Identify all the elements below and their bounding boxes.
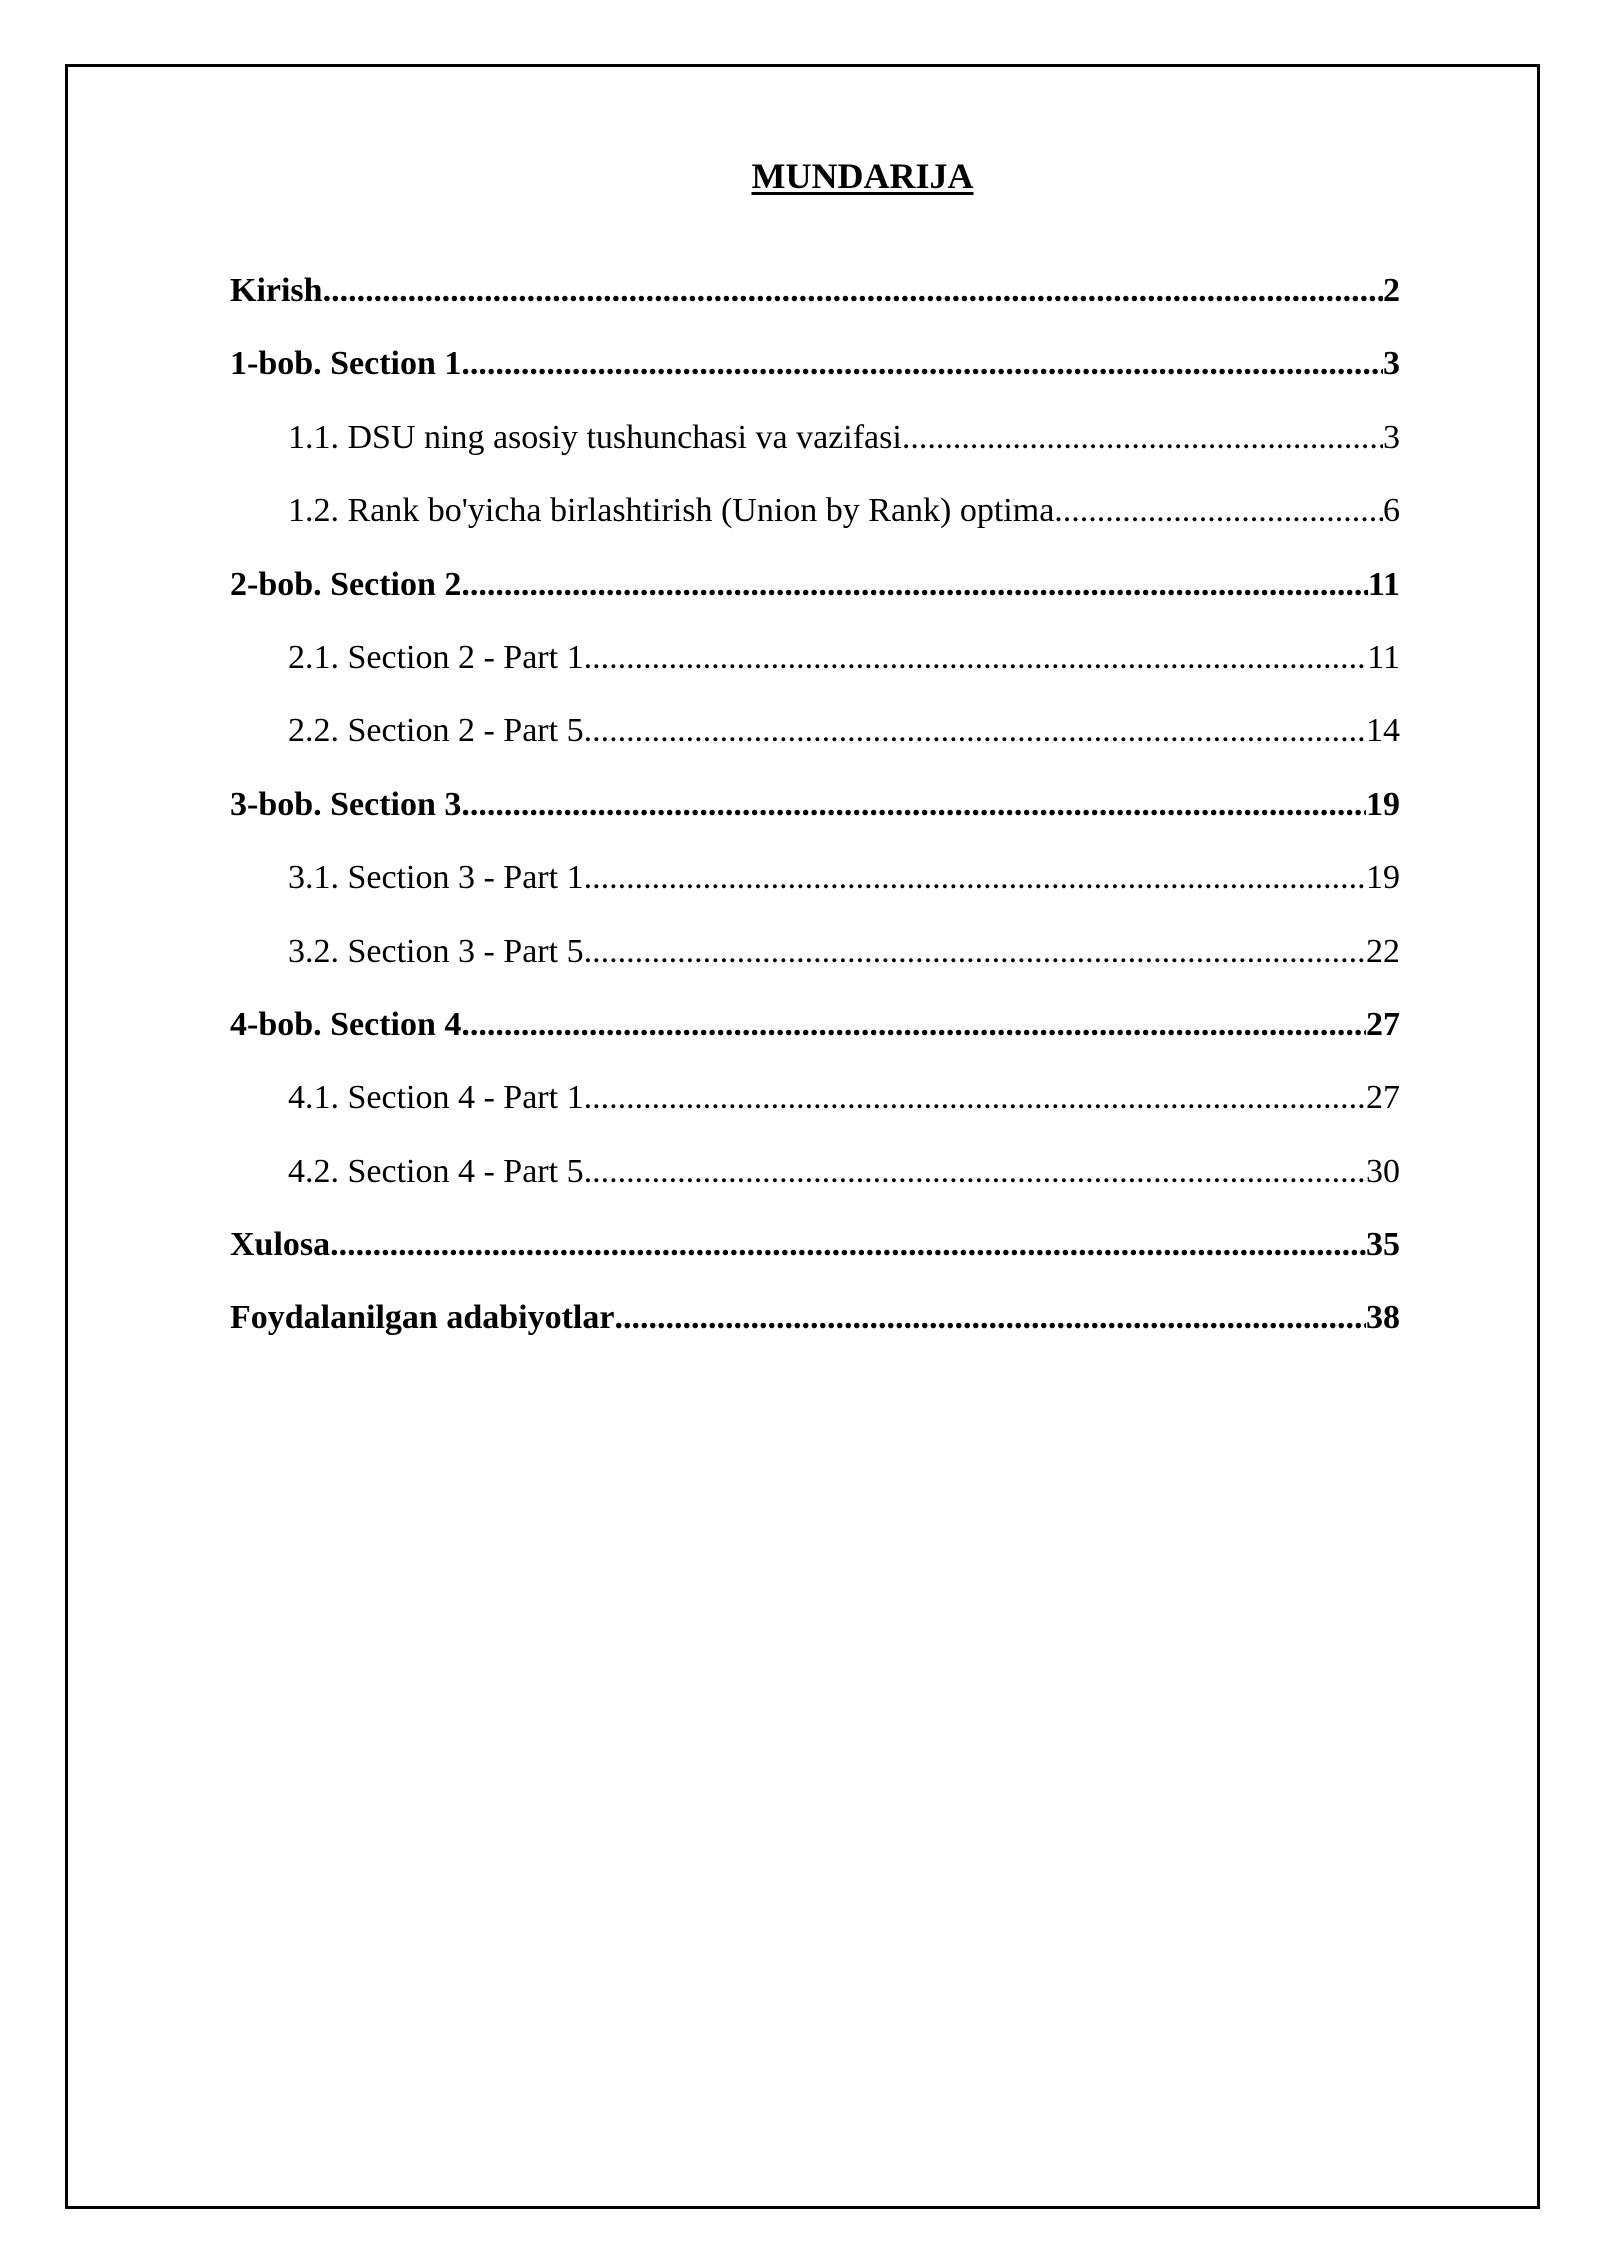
dot-leader — [902, 409, 1383, 467]
toc-entry-page: 19 — [1366, 859, 1400, 897]
toc-subentry[interactable] — [230, 629, 1400, 702]
toc-entry-label: 3-bob. Section 3 — [230, 785, 462, 823]
toc-entry-label: Foydalanilgan adabiyotlar — [230, 1299, 615, 1337]
dot-leader — [461, 335, 1383, 393]
toc-entry-label: 2.1. Section 2 - Part 1 — [288, 638, 584, 676]
toc-entry-page: 6 — [1383, 492, 1400, 530]
toc-entry-label: Xulosa — [230, 1226, 331, 1264]
toc-entry-page: 38 — [1366, 1299, 1400, 1337]
toc-entry[interactable] — [230, 335, 1400, 408]
toc-entry-page: 27 — [1366, 1079, 1400, 1117]
dot-leader — [461, 556, 1367, 614]
toc-entry-page: 30 — [1366, 1152, 1400, 1190]
toc-entry-page: 11 — [1367, 565, 1400, 603]
toc-entry-page: 22 — [1366, 932, 1400, 970]
toc-subentry[interactable] — [230, 482, 1400, 555]
dot-leader — [584, 702, 1366, 760]
dot-leader — [323, 262, 1383, 320]
toc-subentry[interactable] — [230, 702, 1400, 775]
toc-subentry[interactable] — [230, 1143, 1400, 1216]
toc-entry-page: 14 — [1366, 712, 1400, 750]
toc-entry-page: 27 — [1366, 1005, 1400, 1043]
toc-entry[interactable] — [230, 776, 1400, 849]
toc-entry[interactable] — [230, 556, 1400, 629]
toc-entry-label: 4-bob. Section 4 — [230, 1005, 462, 1043]
toc-entry-label: 1-bob. Section 1 — [230, 345, 462, 383]
toc-entry-page: 35 — [1366, 1226, 1400, 1264]
toc-subentry[interactable] — [230, 849, 1400, 922]
dot-leader — [584, 923, 1366, 981]
toc-subentry[interactable] — [230, 409, 1400, 482]
dot-leader — [461, 776, 1366, 834]
toc-entry[interactable] — [230, 1216, 1400, 1289]
toc-entry-label: 4.2. Section 4 - Part 5 — [288, 1152, 584, 1190]
dot-leader — [584, 629, 1368, 687]
toc-entry-label: Kirish — [230, 272, 323, 309]
table-of-contents — [230, 262, 1400, 1363]
toc-entry-page: 2 — [1383, 272, 1400, 309]
toc-entry-label: 3.2. Section 3 - Part 5 — [288, 932, 584, 970]
toc-entry-label: 3.1. Section 3 - Part 1 — [288, 859, 584, 897]
toc-entry[interactable] — [230, 996, 1400, 1069]
toc-entry-label: 2-bob. Section 2 — [230, 565, 462, 603]
dot-leader — [584, 849, 1366, 907]
toc-entry-page: 11 — [1367, 638, 1400, 676]
dot-leader — [614, 1289, 1366, 1347]
dot-leader — [461, 996, 1366, 1054]
toc-entry-page: 3 — [1383, 345, 1400, 383]
dot-leader — [584, 1143, 1366, 1201]
dot-leader — [330, 1216, 1366, 1274]
toc-entry[interactable] — [230, 262, 1400, 335]
toc-entry-label: 2.2. Section 2 - Part 5 — [288, 712, 584, 750]
toc-entry-page: 19 — [1366, 785, 1400, 823]
toc-entry-label: 1.1. DSU ning asosiy tushunchasi va vazifasi — [288, 418, 902, 456]
toc-subentry[interactable] — [230, 1069, 1400, 1142]
dot-leader — [1054, 482, 1383, 540]
toc-entry-label: 4.1. Section 4 - Part 1 — [288, 1079, 584, 1117]
toc-entry-page: 3 — [1383, 418, 1400, 456]
toc-entry-label: 1.2. Rank bo'yicha birlashtirish (Union by Rank) optima — [288, 492, 1055, 530]
toc-subentry[interactable] — [230, 923, 1400, 996]
page-title: MUNDARIJA — [751, 156, 974, 196]
dot-leader — [584, 1069, 1366, 1127]
toc-entry[interactable] — [230, 1289, 1400, 1362]
